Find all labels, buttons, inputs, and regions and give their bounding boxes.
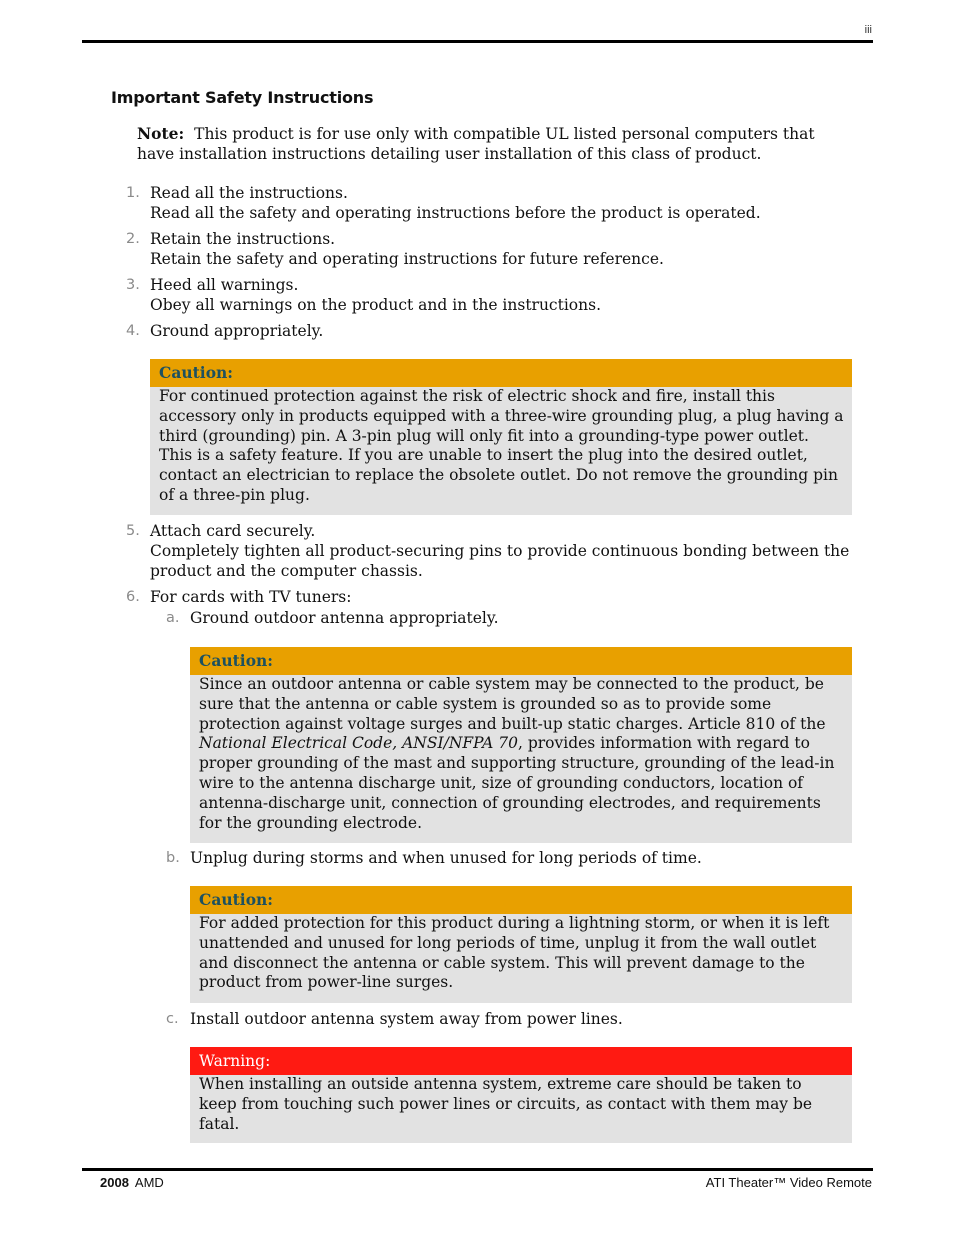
list-item [126,275,850,315]
item-title: Attach card securely. [150,522,316,540]
caution-box-storms [190,886,852,1003]
section-title: Important Safety Instructions [111,88,374,107]
sub-item-letter: a. [166,610,180,626]
note-label: Note: [137,124,185,143]
caution-label: Caution: [190,647,852,675]
caution-box-grounding [150,359,852,515]
page-number: iii [864,24,872,36]
list-item [126,229,850,269]
list-item [126,321,850,341]
item-number: 3. [126,277,140,293]
caution-text: For continued protection against the risk of electric shock and fire, install this accessory only in products equipped with a three-wire grounding plug, a plug having a third (grounding) pin. A 3-pin plug will only fit into a grounding-type power outlet. This is a safety feature. If you are unable to insert the plug into the desired outlet, contact an electrician to replace the obsolete outlet. Do not remove the grounding pin of a three-pin plug. [159,387,844,504]
item-detail: Retain the safety and operating instructions for future reference. [150,250,664,268]
item-number: 5. [126,523,140,539]
item-title: Heed all warnings. [150,276,299,294]
note [137,124,837,164]
item-number: 6. [126,589,140,605]
warning-label: Warning: [190,1047,852,1075]
item-number: 1. [126,185,140,201]
footer-company: AMD [134,1175,164,1190]
warning-box-power-lines [190,1047,852,1143]
item-detail: Completely tighten all product-securing pins to provide continuous bonding between the product and the computer chassis. [150,542,850,580]
sub-list-item [166,848,850,868]
list-item [126,521,850,581]
header-rule [82,40,873,43]
caution-box-antenna [190,647,852,843]
item-title: Ground appropriately. [150,322,324,340]
caution-text: Since an outdoor antenna or cable system may be connected to the product, be sure that the antenna or cable system is grounded so as to provide some protection against voltage surges and built-up static charges. Article 810 of the National Electrical Code, ANSI/NFPA 70, provides information with regard to proper grounding of the mast and supporting structure, grounding of the lead-in wire to the antenna discharge unit, size of grounding conductors, location of antenna-discharge unit, connection of grounding electrodes, and requirements for the grounding electrode. [199,675,835,832]
item-number: 4. [126,323,140,339]
item-title: Read all the instructions. [150,184,348,202]
sub-item-letter: c. [166,1011,179,1027]
caution-label: Caution: [190,886,852,914]
item-title: For cards with TV tuners: [150,588,352,606]
footer-rule [82,1168,873,1171]
list-item [126,183,850,223]
note-text: This product is for use only with compatible UL listed personal computers that have installation instructions detailing user installation of this class of product. [137,125,815,163]
code-reference: National Electrical Code, ANSI/NFPA 70 [199,734,518,753]
item-title: Retain the instructions. [150,230,336,248]
caution-label: Caution: [150,359,852,387]
caution-text: For added protection for this product during a lightning storm, or when it is left unattended and unused for long periods of time, unplug it from the wall outlet and disconnect the antenna or cable system. This will prevent damage to the product from power-line surges. [199,914,830,992]
item-number: 2. [126,231,140,247]
sub-item-text: Unplug during storms and when unused for long periods of time. [190,849,702,867]
list-item [126,587,850,607]
sub-list-item [166,608,850,628]
footer-product: ATI Theater™ Video Remote [705,1175,872,1190]
item-detail: Obey all warnings on the product and in the instructions. [150,296,601,314]
sub-list-item [166,1009,850,1029]
sub-item-letter: b. [166,850,180,866]
sub-item-text: Ground outdoor antenna appropriately. [190,609,499,627]
item-detail: Read all the safety and operating instructions before the product is operated. [150,204,761,222]
footer-copyright [100,1175,164,1190]
warning-text: When installing an outside antenna system, extreme care should be taken to keep from touching such power lines or circuits, as contact with them may be fatal. [199,1075,813,1133]
footer-year: 2008 [100,1175,129,1190]
sub-item-text: Install outdoor antenna system away from power lines. [190,1010,623,1028]
